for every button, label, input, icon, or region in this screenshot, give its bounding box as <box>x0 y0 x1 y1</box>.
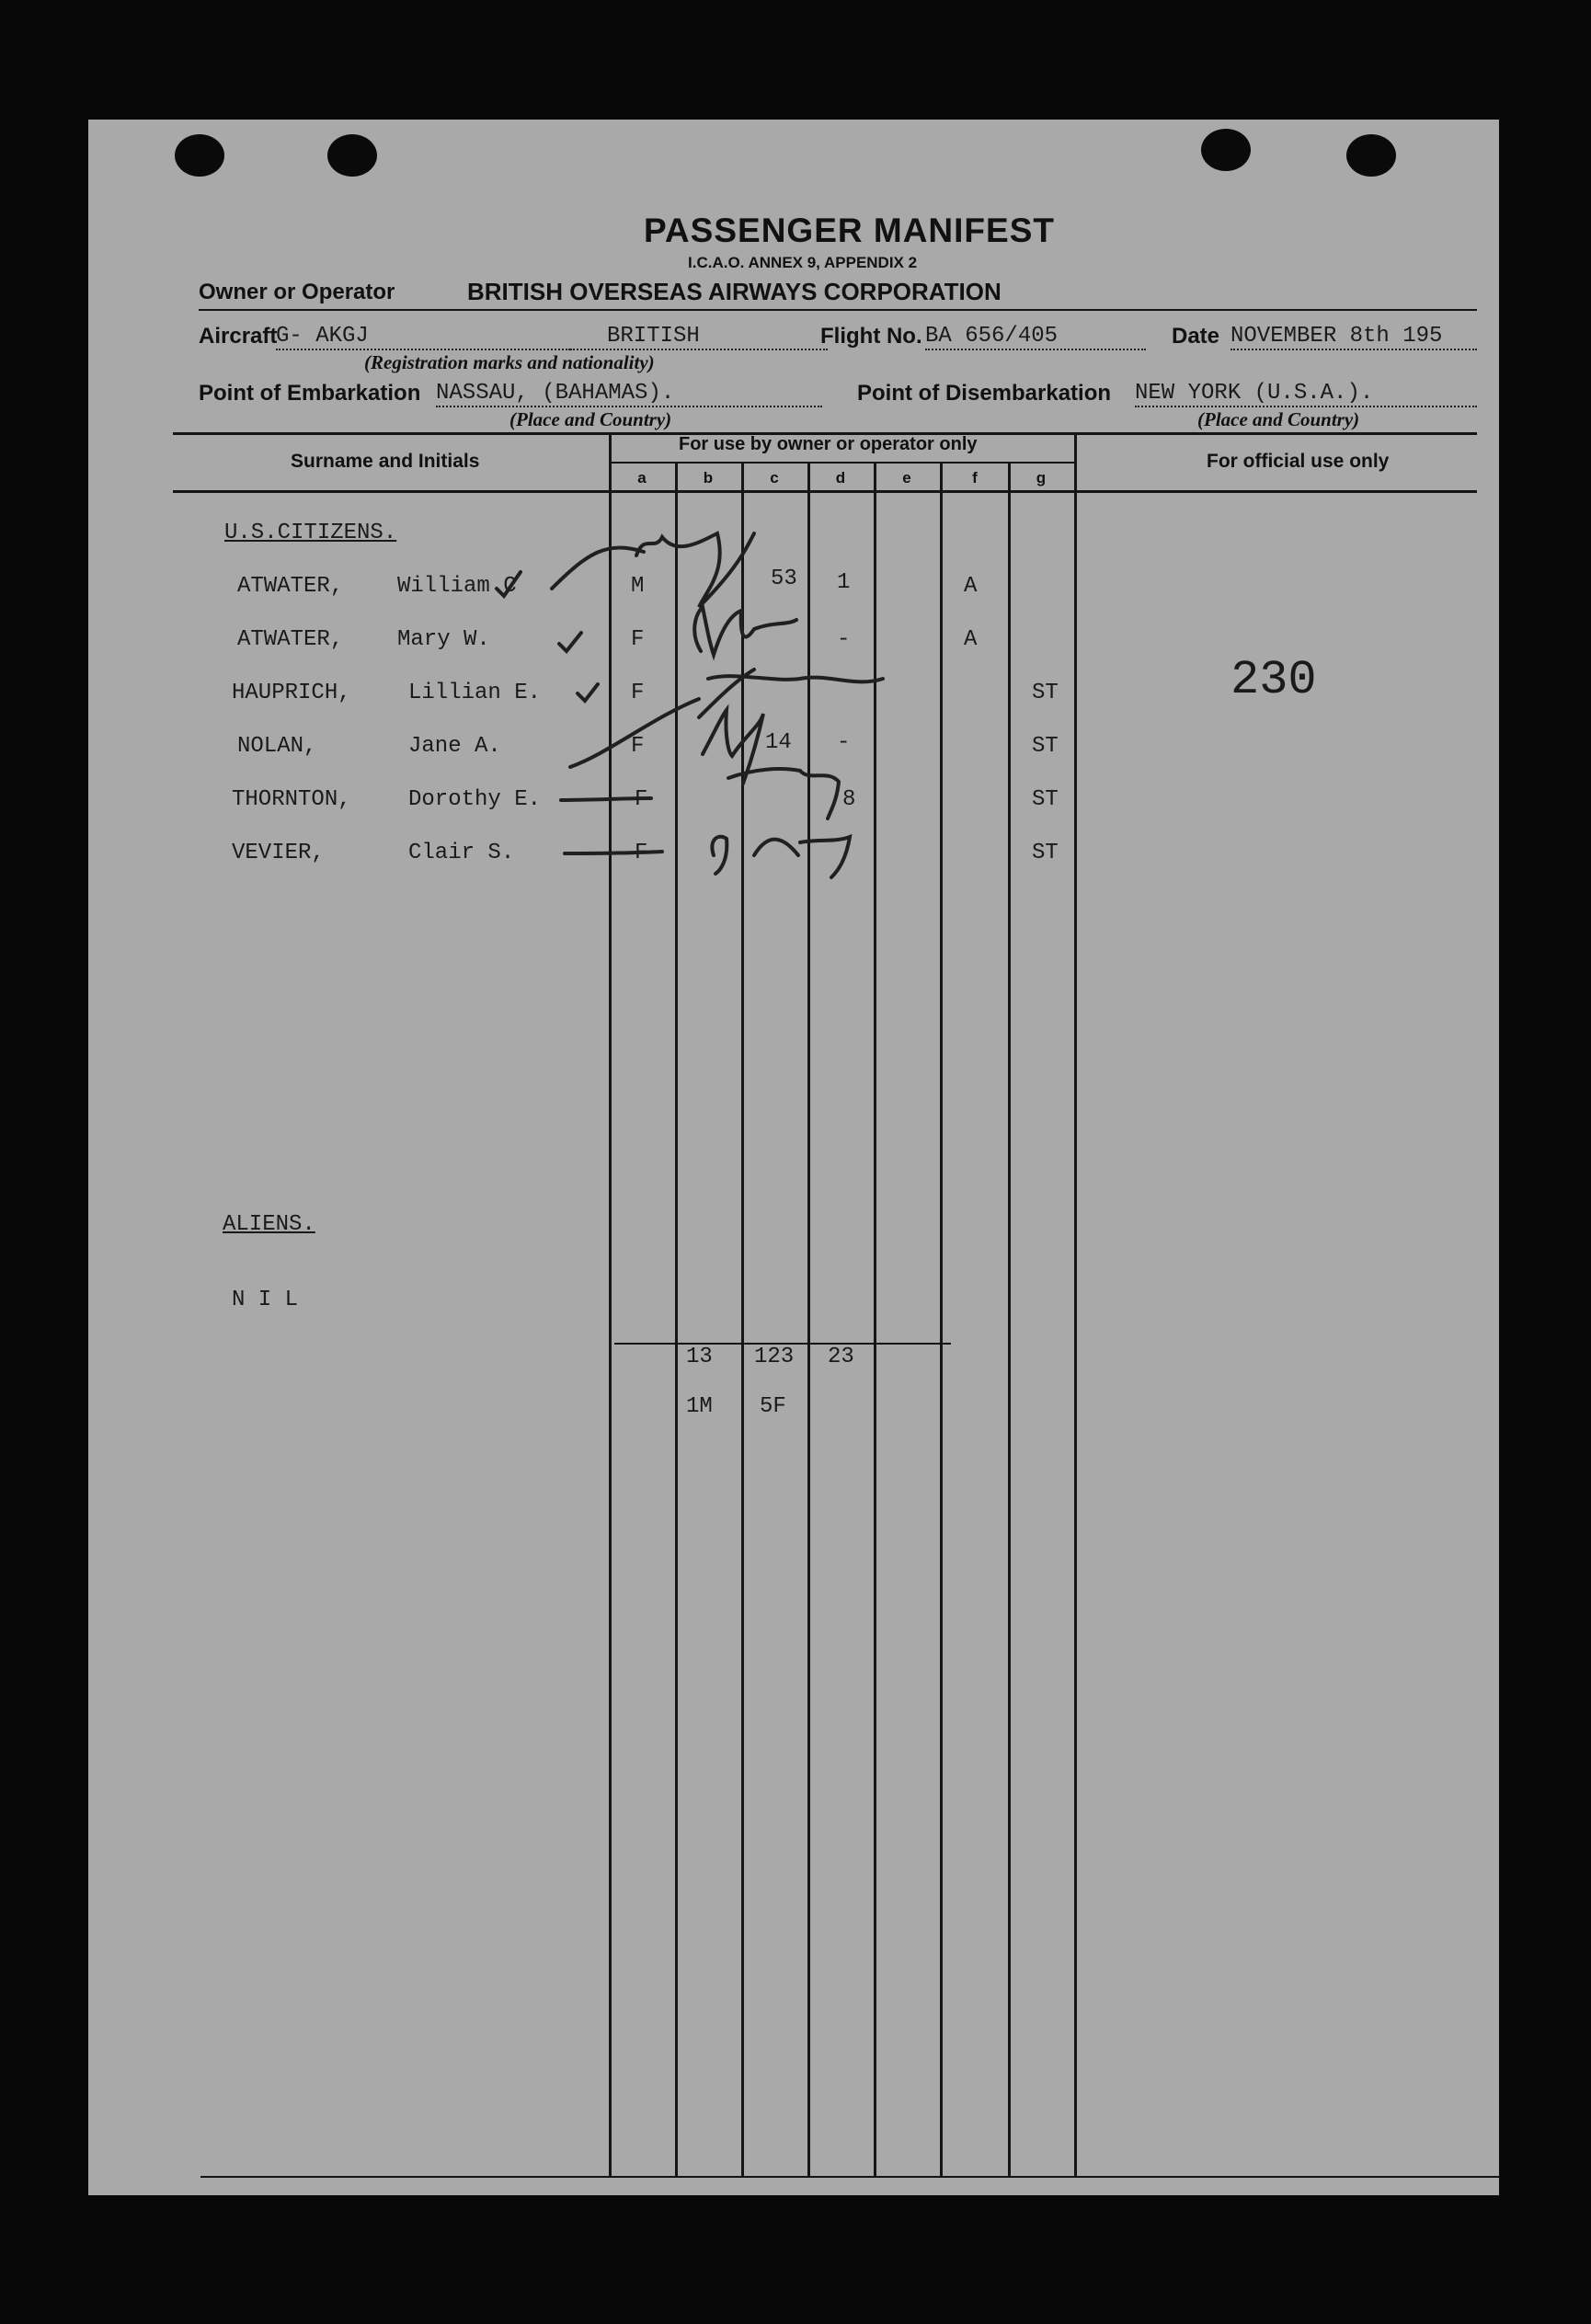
passenger-sex: F <box>631 681 645 705</box>
scrawl-mark <box>565 852 662 853</box>
scrawl-mark <box>708 676 883 681</box>
manifest-subtitle: I.C.A.O. ANNEX 9, APPENDIX 2 <box>688 254 918 271</box>
passenger-col-f: A <box>964 627 978 652</box>
column-header-g: g <box>1036 469 1047 487</box>
embarkation-label: Point of Embarkation <box>199 381 421 406</box>
official-number: 230 <box>1230 653 1317 707</box>
scrawl-mark <box>561 798 651 800</box>
aircraft-label: Aircraft <box>199 324 278 349</box>
date-value: NOVEMBER 8th 195 <box>1230 324 1477 350</box>
flight-label: Flight No. <box>820 324 922 349</box>
official-header: For official use only <box>1207 451 1390 472</box>
total-col-b: 13 <box>686 1345 713 1369</box>
passenger-col-g: ST <box>1032 841 1059 865</box>
passenger-sex: F <box>635 787 648 812</box>
date-label: Date <box>1172 324 1220 349</box>
passenger-sex: M <box>631 574 645 599</box>
passenger-sex: F <box>631 734 645 759</box>
passenger-initials: William C <box>397 574 517 599</box>
column-header-d: d <box>835 469 846 487</box>
passenger-col-d: 8 <box>842 787 856 812</box>
aircraft-registration: G- AKGJ <box>276 324 570 350</box>
scrawl-mark <box>552 533 754 607</box>
passenger-surname: THORNTON, <box>232 787 351 812</box>
passenger-col-g: ST <box>1032 681 1059 705</box>
passenger-col-f: A <box>964 574 978 599</box>
total-col-b-sex: 1M <box>686 1394 713 1419</box>
owner-value: BRITISH OVERSEAS AIRWAYS CORPORATION <box>467 278 1002 305</box>
scrawl-mark <box>694 607 796 655</box>
passenger-col-c: 14 <box>765 730 792 755</box>
embarkation-value: NASSAU, (BAHAMAS). <box>436 381 822 407</box>
column-header-c: c <box>770 469 779 487</box>
operator-header: For use by owner or operator only <box>679 434 978 454</box>
section-aliens: ALIENS. <box>223 1212 315 1237</box>
passenger-initials: Jane A. <box>408 734 501 759</box>
passenger-col-d: 1 <box>837 570 851 595</box>
passenger-initials: Dorothy E. <box>408 787 542 812</box>
tick-mark <box>559 633 581 651</box>
passenger-col-g: ST <box>1032 787 1059 812</box>
passenger-initials: Lillian E. <box>408 681 542 705</box>
passenger-col-c: 53 <box>771 567 797 591</box>
embarkation-caption: (Place and Country) <box>509 408 672 430</box>
owner-label: Owner or Operator <box>199 280 395 304</box>
total-col-c-sex: 5F <box>760 1394 786 1419</box>
total-col-d: 23 <box>828 1345 854 1369</box>
tick-mark <box>578 684 598 701</box>
passenger-surname: ATWATER, <box>237 627 344 652</box>
passenger-col-g: ST <box>1032 734 1059 759</box>
disembarkation-value: NEW YORK (U.S.A.). <box>1135 381 1477 407</box>
passenger-col-d: - <box>837 730 851 755</box>
section-us-citizens: U.S.CITIZENS. <box>224 521 397 545</box>
disembarkation-label: Point of Disembarkation <box>857 381 1112 406</box>
column-header-a: a <box>637 469 647 487</box>
passenger-sex: F <box>635 841 648 865</box>
passenger-initials: Clair S. <box>408 841 515 865</box>
aliens-value: N I L <box>232 1288 299 1312</box>
total-col-c: 123 <box>754 1345 795 1369</box>
disembarkation-caption: (Place and Country) <box>1197 408 1360 430</box>
passenger-col-d: - <box>837 627 851 652</box>
column-header-b: b <box>703 469 714 487</box>
column-header-e: e <box>902 469 911 487</box>
surname-header: Surname and Initials <box>291 451 480 472</box>
aircraft-caption: (Registration marks and nationality) <box>364 351 655 373</box>
passenger-surname: NOLAN, <box>237 734 317 759</box>
passenger-initials: Mary W. <box>397 627 490 652</box>
tick-mark <box>497 572 521 596</box>
passenger-surname: HAUPRICH, <box>232 681 351 705</box>
passenger-surname: ATWATER, <box>237 574 344 599</box>
aircraft-nationality: BRITISH <box>570 324 828 350</box>
manifest-title: PASSENGER MANIFEST <box>644 212 1055 249</box>
flight-number: BA 656/405 <box>925 324 1146 350</box>
scrawl-mark <box>712 837 850 877</box>
column-header-f: f <box>972 469 978 487</box>
passenger-surname: VEVIER, <box>232 841 325 865</box>
passenger-sex: F <box>631 627 645 652</box>
